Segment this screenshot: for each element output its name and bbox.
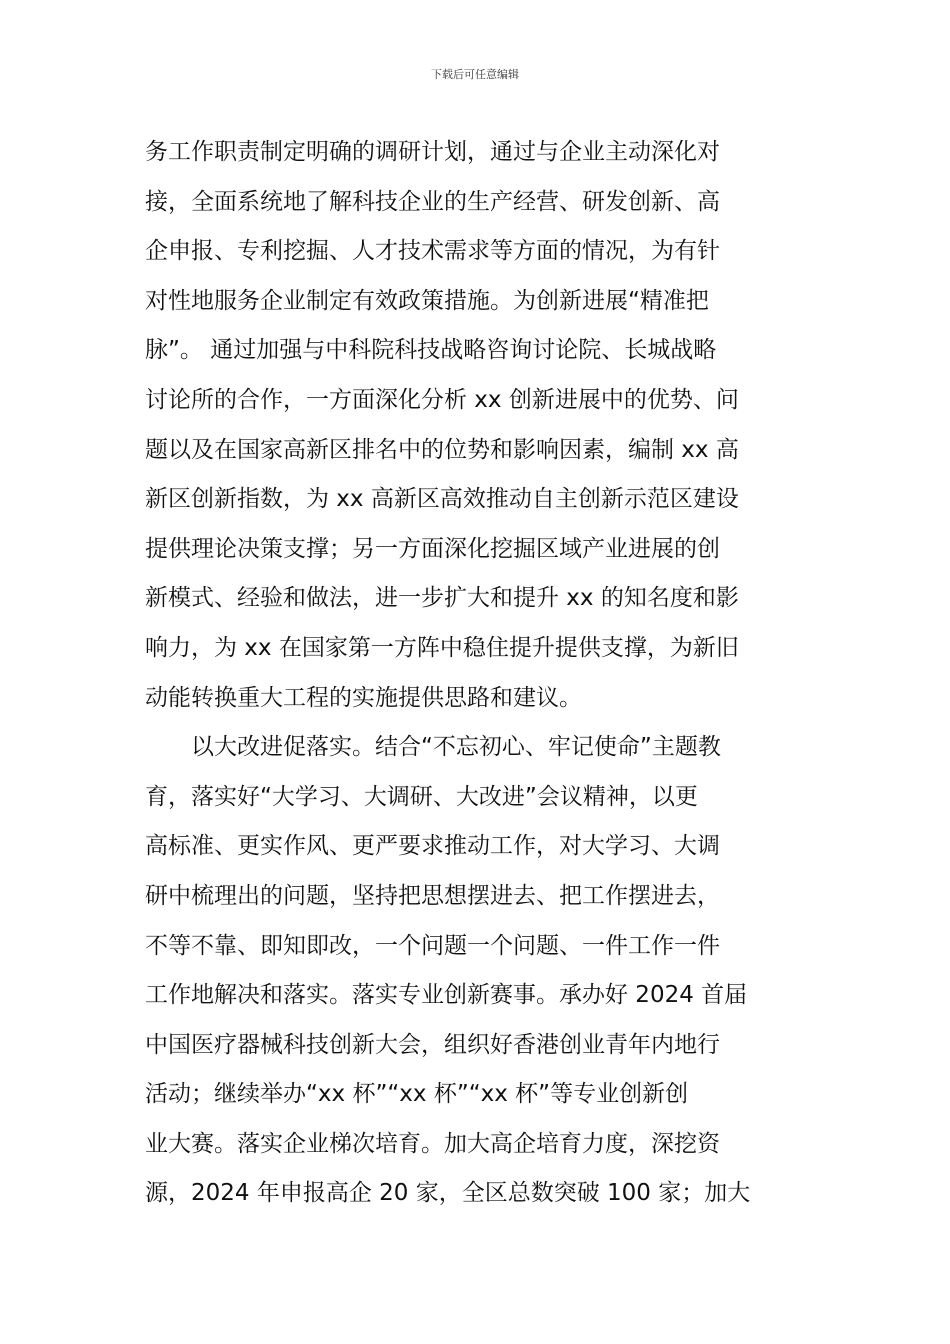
text-line-1: 务工作职责制定明确的调研计划，通过与企业主动深化对 [145, 139, 720, 165]
text-line-15: 高标准、更实作风、更严要求推动工作，对大学习、大调 [145, 833, 720, 860]
text-line-3: 企申报、专利挖掘、人才技术需求等方面的情况，为有针 [145, 238, 720, 265]
text-line-13: 以大改进促落实。结合“不忘初心、牢记使命”主题教 [191, 734, 721, 761]
text-line-9: 提供理论决策支撑；另一方面深化挖掘区域产业进展的创 [145, 535, 720, 562]
text-line-14: 育，落实好“大学习、大调研、大改进”会议精神，以更 [145, 783, 698, 810]
text-line-18: 工作地解决和落实。落实专业创新赛事。承办好 2024 首届 [145, 982, 748, 1009]
text-line-4: 对性地服务企业制定有效政策措施。为创新进展“精准把 [145, 287, 709, 314]
text-line-21: 业大赛。落实企业梯次培育。加大高企培育力度，深挖资 [145, 1130, 720, 1157]
page-header: 下载后可任意编辑 [431, 68, 519, 81]
text-line-20: 活动；继续举办“xx 杯”“xx 杯”“xx 杯”等专业创新创 [145, 1081, 689, 1108]
text-line-19: 中国医疗器械科技创新大会，组织好香港创业青年内地行 [145, 1031, 720, 1058]
text-line-10: 新模式、经验和做法，进一步扩大和提升 xx 的知名度和影 [145, 585, 739, 612]
text-line-2: 接，全面系统地了解科技企业的生产经营、研发创新、高 [145, 188, 720, 215]
text-line-5: 脉”。 通过加强与中科院科技战略咨询讨论院、长城战略 [145, 337, 717, 364]
text-line-22: 源，2024 年申报高企 20 家，全区总数突破 100 家；加大 [145, 1180, 751, 1207]
text-line-17: 不等不靠、即知即改，一个问题一个问题、一件工作一件 [145, 932, 720, 959]
text-line-6: 讨论所的合作，一方面深化分析 xx 创新进展中的优势、问 [145, 386, 739, 413]
text-line-7: 题以及在国家高新区排名中的位势和影响因素，编制 xx 高 [145, 436, 739, 463]
text-line-11: 响力，为 xx 在国家第一方阵中稳住提升提供支撑，为新旧 [145, 634, 739, 661]
text-line-16: 研中梳理出的问题，坚持把思想摆进去、把工作摆进去， [145, 882, 720, 909]
text-line-12: 动能转换重大工程的实施提供思路和建议。 [145, 684, 582, 711]
body-text [145, 128, 813, 1219]
text-line-8: 新区创新指数，为 xx 高新区高效推动自主创新示范区建设 [145, 486, 739, 513]
